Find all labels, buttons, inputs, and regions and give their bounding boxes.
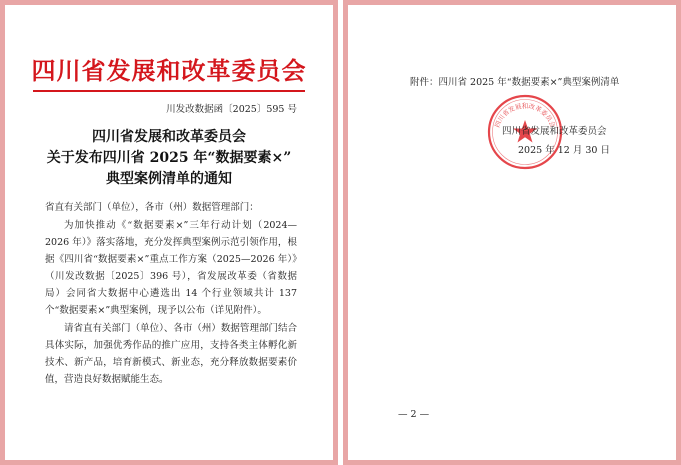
document-page-2 bbox=[348, 5, 676, 460]
issue-date: 2025 年 12 月 30 日 bbox=[518, 145, 610, 156]
document-page-1 bbox=[5, 5, 333, 460]
red-header-title: 四川省发展和改革委员会 bbox=[31, 57, 307, 85]
document-number: 川发改数据函〔2025〕595 号 bbox=[166, 104, 297, 115]
body-paragraph-2: 请省直有关部门（单位）、各市（州）数据管理部门结合具体实际，加强优秀作品的推广应用，支持各类主体孵化新技术、新产品，培育新模式、新业态，充分释放数据要素价值，营造良好数据赋能生态。 bbox=[45, 323, 297, 385]
page-number: — 2 — bbox=[398, 409, 430, 420]
red-header-rule bbox=[33, 90, 305, 92]
page-frame-right bbox=[343, 0, 681, 465]
body-paragraph-1: 为加快推动《“数据要素×”三年行动计划（2024—2026 年）》落实落地，充分发挥典型案例示范引领作用，根据《四川省“数据要素×”重点工作方案（2025—2026 年）》（川发改数据〔2025〕396 号），省发展改革委（省数据局）会同省大数据中心遴选出 14 个行业领域共计 137 个“数据要素×”典型案例，现予以公布（详见附件）。 bbox=[45, 220, 297, 316]
salutation: 省直有关部门（单位），各市（州）数据管理部门： bbox=[45, 202, 259, 213]
title-line-2: 关于发布四川省 2025 年“数据要素×” bbox=[46, 150, 292, 166]
title-line-3: 典型案例清单的通知 bbox=[106, 171, 232, 187]
attachment-line: 附件：四川省 2025 年“数据要素×”典型案例清单 bbox=[410, 77, 620, 88]
signature-organization: 四川省发展和改革委员会 bbox=[502, 126, 607, 137]
seal-text: 四川省发展和改革委员会 bbox=[493, 102, 557, 129]
title-line-1: 四川省发展和改革委员会 bbox=[92, 129, 246, 145]
page-frame-left bbox=[0, 0, 338, 465]
document-body bbox=[45, 199, 297, 389]
document-title bbox=[5, 127, 333, 190]
